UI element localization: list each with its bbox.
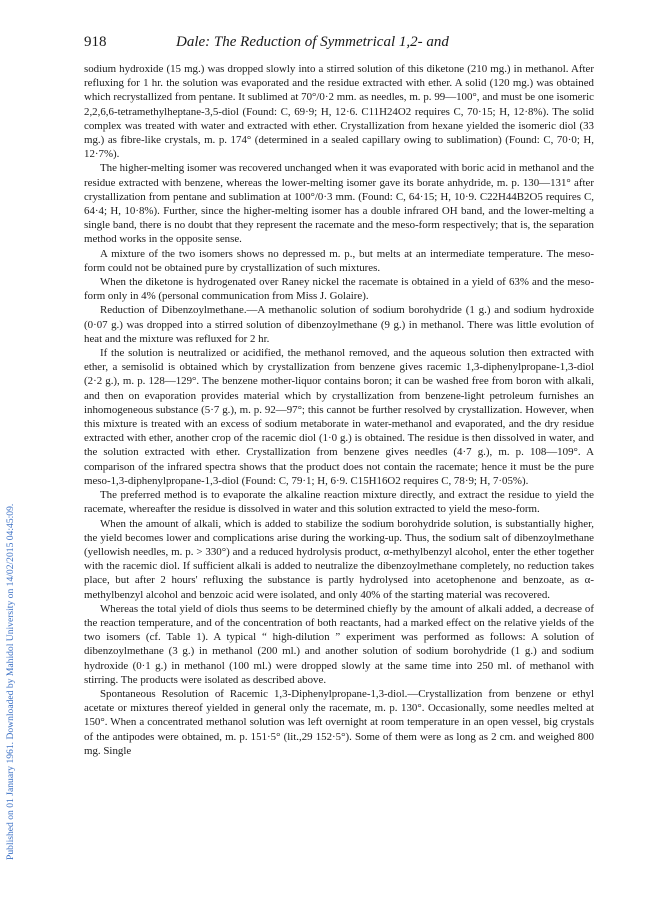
paragraph-9: Whereas the total yield of diols thus seems to be determined chiefly by the amount of alkali added, a decrease of the reaction temperature, and of the concentration of both reactants, had a marked effect on the relative yields of the two isomers (cf. Table 1). A typical “ high-dilution ” experiment was performed as follows: A solution of dibenzoylmethane (3 g.) in methanol (200 ml.) and another solution of sodium borohydride (1 g.) and sodium hydroxide (0·1 g.) in methanol (100 ml.) were dropped slowly at the same time into 250 ml. of methanol with stirring. The products were isolated as described above. bbox=[84, 602, 594, 686]
page-number: 918 bbox=[84, 34, 107, 50]
running-title: Dale: The Reduction of Symmetrical 1,2- and bbox=[176, 34, 449, 50]
paragraph-1: sodium hydroxide (15 mg.) was dropped slowly into a stirred solution of this diketone (210 mg.) in methanol. After refluxing for 1 hr. the solution was evaporated and the residue extracted with ether. A solid (120 mg.) was obtained which recrystallized from pentane. It sublimed at 70°/0·2 mm. as needles, m. p. 99—100°, and must be one isomeric 2,2,6,6-tetramethylheptane-3,5-diol (Found: C, 69·9; H, 12·6. C11H24O2 requires C, 70·15; H, 12·8%). The solid complex was treated with water and extracted with ether. Crystallization from hexane yielded the isomeric diol (33 mg.) as fibre-like crystals, m. p. 174° (determined in a sealed capillary owing to sublimation) (Found: C, 70·0; H, 12·7%). bbox=[84, 63, 594, 161]
paragraph-7: The preferred method is to evaporate the alkaline reaction mixture directly, and extract the residue to yield the racemate, whereafter the residue is dissolved in water and this solution extracted to yield the meso-form. bbox=[84, 489, 594, 516]
paragraph-2: The higher-melting isomer was recovered unchanged when it was evaporated with boric acid in methanol and the residue extracted with benzene, whereas the lower-melting isomer gave its borate anhydride, m. p. 130—131° after crystallization from pentane and sublimation at 100°/0·3 mm. (Found: C, 64·15; H, 10·9. C22H44B2O5 requires C, 64·4; H, 10·8%). Further, since the higher-melting isomer has a double infrared OH band, and the lower-melting a single band, there is no doubt that they represent the racemate and the meso-form respectively; that is, the separation method works in the opposite sense. bbox=[84, 162, 594, 246]
download-stamp-text[interactable]: Published on 01 January 1961. Downloaded by Mahidol University on 14/02/2015 04:45:09. bbox=[5, 503, 16, 860]
paragraph-8: When the amount of alkali, which is added to stabilize the sodium borohydride solution, is substantially higher, the yield becomes lower and complications arise during the working-up. Thus, the sodium salt of dibenzoylmethane (yellowish needles, m. p. > 330°) and a reduced hydrolysis product, α-methylbenzyl alcohol, enter the ether together with the racemic diol. If sufficient alkali is added to neutralize the dibenzoylmethane completely, no reduction takes place, but after 2 hours' refluxing the substance is partly hydrolysed into acetophenone and benzoate, as α-methylbenzyl alcohol and benzoic acid were isolated, and only 40% of the starting material was recovered. bbox=[84, 517, 594, 601]
article-body bbox=[84, 62, 594, 758]
paragraph-3: A mixture of the two isomers shows no depressed m. p., but melts at an intermediate temperature. The meso-form could not be obtained pure by crystallization of such mixtures. bbox=[84, 247, 594, 274]
paragraph-10: Spontaneous Resolution of Racemic 1,3-Diphenylpropane-1,3-diol.—Crystallization from benzene or ethyl acetate or mixtures thereof yielded in general only the racemate, m. p. 130°. Occasionally, some needles melted at 150°. When a concentrated methanol solution was left overnight at room temperature in an open vessel, big crystals of the antipodes were obtained, m. p. 151·5° (lit.,29 152·5°). Some of them were as long as 2 cm. and weighed 800 mg. Single bbox=[84, 687, 594, 757]
download-stamp bbox=[2, 160, 18, 860]
paragraph-5: Reduction of Dibenzoylmethane.—A methanolic solution of sodium borohydride (1 g.) and sodium hydroxide (0·07 g.) was dropped into a stirred solution of dibenzoylmethane (9 g.) in methanol. There was little evolution of heat and the mixture was refluxed for 2 hr. bbox=[84, 304, 594, 345]
paragraph-4: When the diketone is hydrogenated over Raney nickel the racemate is obtained in a yield of 63% and the meso-form only in 4% (personal communication from Miss J. Golaire). bbox=[84, 276, 594, 303]
page-header bbox=[84, 34, 604, 54]
paragraph-6: If the solution is neutralized or acidified, the methanol removed, and the aqueous solution then extracted with ether, a semisolid is obtained which by crystallization from benzene gives racemic 1,3-diphenylpropane-1,3-diol (2·2 g.), m. p. 128—129°. The benzene mother-liquor contains boron; it can be washed free from boron with alkali, and then on evaporation provides material which by crystallization from benzene-light petroleum furnishes an inhomogeneous substance (5·7 g.), m. p. 92—97°; this cannot be further resolved by crystallization. However, when this mixture is treated with an excess of sodium metaborate in water-methanol and evaporated, and the dry residue extracted with ether, another crop of the racemic diol (1·0 g.) is obtained. The residue is then dissolved in water, and the solution extracted with ether. Crystallization from benzene gives needles (4·7 g.), m. p. 108—109°. A comparison of the infrared spectra shows that the product does not contain the racemate; hence it must be the pure meso-1,3-diphenylpropane-1,3-diol (Found: C, 79·1; H, 6·9. C15H16O2 requires C, 78·9; H, 7·05%). bbox=[84, 347, 594, 487]
